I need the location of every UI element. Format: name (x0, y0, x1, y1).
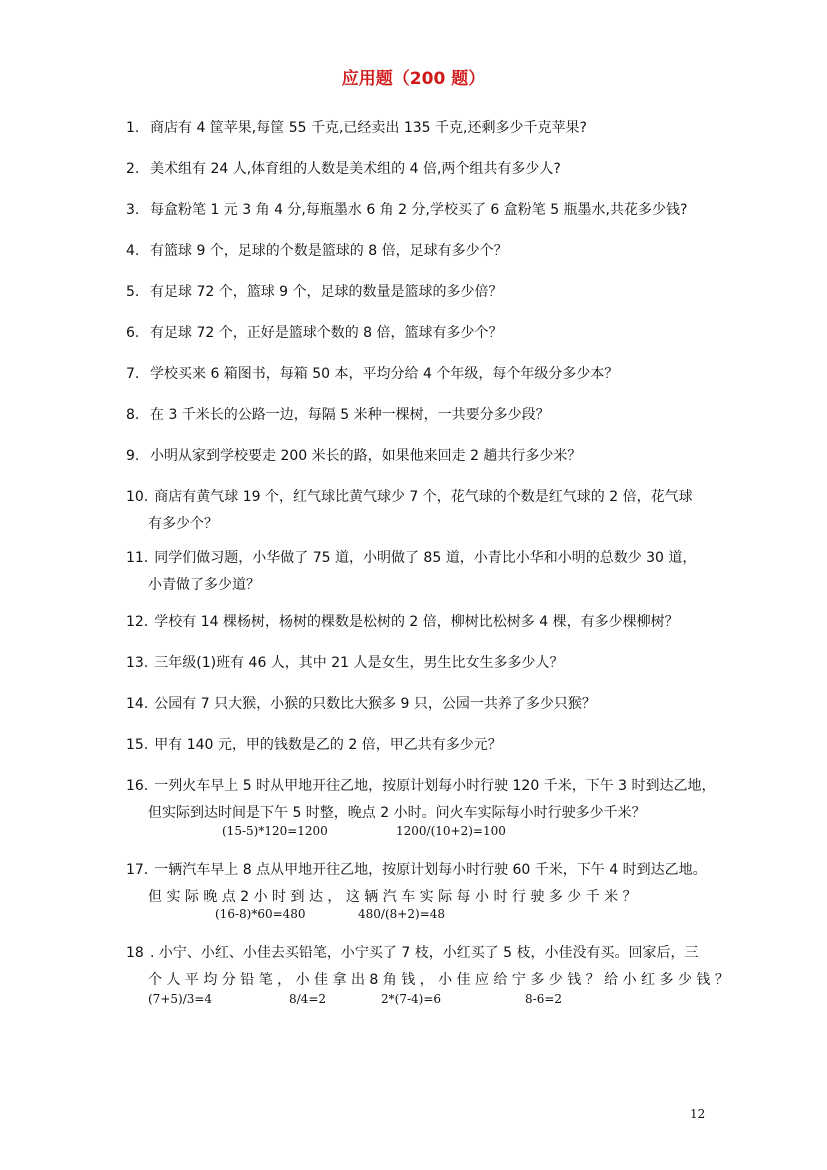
question-text-line: 商店有 4 筐苹果,每筐 55 千克,已经卖出 135 千克,还剩多少千克苹果? (150, 120, 587, 136)
question-item (126, 545, 701, 599)
question-number: 12. (126, 614, 149, 630)
question-text-line: . 小宁、小红、小佳去买铅笔，小宁买了 7 枝，小红买了 5 枝，小佳没有买。回家后，三 (150, 945, 699, 961)
question-item (126, 773, 716, 827)
question-text-line: 美术组有 24 人,体育组的人数是美术组的 4 倍,两个组共有多少人? (150, 161, 561, 177)
question-text-line: 但 实 际 晚 点 2 小 时 到 达 ， 这 辆 汽 车 实 际 每 小 时 行 驶 多 少 千 米 ？ (148, 889, 637, 905)
question-text-line: 个 人 平 均 分 铅 笔 ， 小 佳 拿 出 8 角 钱 ， 小 佳 应 给 宁 多 少 钱 ？ 给 小 红 多 少 钱 ？ (148, 972, 729, 988)
calc-q17-1: (16-8)*60=480 (215, 907, 306, 921)
question-number: 5. (126, 284, 140, 300)
question-number: 8. (126, 407, 140, 423)
question-text-line: 商店有黄气球 19 个，红气球比黄气球少 7 个，花气球的个数是红气球的 2 倍，花气球 (154, 489, 693, 505)
question-item (126, 279, 701, 306)
question-text-line: 一辆汽车早上 8 点从甲地开往乙地，按原计划每小时行驶 60 千米，下午 4 时到达乙地。 (154, 862, 707, 878)
question-item (126, 361, 701, 388)
question-number: 18 (126, 945, 144, 961)
question-item (126, 609, 701, 636)
question-text-line: 有足球 72 个，正好是篮球个数的 8 倍，篮球有多少个？ (150, 325, 503, 341)
question-item (126, 197, 701, 224)
question-number: 10. (126, 489, 149, 505)
question-number: 16. (126, 778, 149, 794)
question-item (126, 443, 701, 470)
calc-q18-4: 8-6=2 (525, 992, 563, 1006)
page-number: 12 (690, 1107, 706, 1121)
question-text-line: 每盒粉笔 1 元 3 角 4 分,每瓶墨水 6 角 2 分,学校买了 6 盒粉笔 5 瓶墨水,共花多少钱? (150, 202, 688, 218)
question-number: 11. (126, 550, 149, 566)
question-number: 1. (126, 120, 140, 136)
question-number: 17. (126, 862, 149, 878)
question-text-line: 在 3 千米长的公路一边，每隔 5 米种一棵树，一共要分多少段？ (150, 407, 550, 423)
question-text-line: 小青做了多少道？ (148, 577, 260, 593)
calc-q18-2: 8/4=2 (289, 992, 327, 1006)
calc-q18-3: 2*(7-4)=6 (381, 992, 442, 1006)
question-text-line: 三年级(1)班有 46 人，其中 21 人是女生，男生比女生多多少人？ (154, 655, 564, 671)
question-number: 3. (126, 202, 140, 218)
question-text-line: 甲有 140 元，甲的钱数是乙的 2 倍，甲乙共有多少元？ (154, 737, 502, 753)
question-number: 13. (126, 655, 149, 671)
question-text-line: 但实际到达时间是下午 5 时整，晚点 2 小时。问火车实际每小时行驶多少千米？ (148, 805, 646, 821)
question-number: 15. (126, 737, 149, 753)
question-item (126, 156, 701, 183)
question-number: 4. (126, 243, 140, 259)
question-text-line: 公园有 7 只大猴，小猴的只数比大猴多 9 只，公园一共养了多少只猴？ (154, 696, 596, 712)
calc-q16-1: (15-5)*120=1200 (222, 824, 328, 838)
calc-q16-2: 1200/(10+2)=100 (396, 824, 506, 838)
question-text-line: 一列火车早上 5 时从甲地开往乙地，按原计划每小时行驶 120 千米，下午 3 时到达乙地， (154, 778, 716, 794)
question-number: 2. (126, 161, 140, 177)
question-number: 7. (126, 366, 140, 382)
question-item (126, 238, 701, 265)
question-text-line: 有足球 72 个，篮球 9 个，足球的数量是篮球的多少倍？ (150, 284, 503, 300)
question-text-line: 小明从家到学校要走 200 米长的路，如果他来回走 2 趟共行多少米？ (150, 448, 582, 464)
page-title: 应用题（200 题） (341, 69, 486, 89)
calc-q18-1: (7+5)/3=4 (148, 992, 213, 1006)
question-text-line: 同学们做习题，小华做了 75 道，小明做了 85 道，小青比小华和小明的总数少 30 道， (154, 550, 697, 566)
question-text-line: 学校买来 6 箱图书，每箱 50 本，平均分给 4 个年级，每个年级分多少本？ (150, 366, 619, 382)
question-number: 9. (126, 448, 140, 464)
question-text-line: 学校有 14 棵杨树，杨树的棵数是松树的 2 倍，柳树比松树多 4 棵，有多少棵柳树？ (154, 614, 679, 630)
question-text-line: 有篮球 9 个，足球的个数是篮球的 8 倍，足球有多少个？ (150, 243, 508, 259)
question-text-line: 有多少个？ (148, 516, 218, 532)
question-item (126, 115, 701, 142)
question-number: 14. (126, 696, 149, 712)
question-item (126, 691, 701, 718)
question-item (126, 650, 701, 677)
question-item (126, 857, 707, 911)
question-item (126, 484, 701, 538)
question-item (126, 940, 729, 994)
question-item (126, 732, 701, 759)
question-item (126, 320, 701, 347)
question-item (126, 402, 701, 429)
calc-q17-2: 480/(8+2)=48 (358, 907, 445, 921)
question-number: 6. (126, 325, 140, 341)
